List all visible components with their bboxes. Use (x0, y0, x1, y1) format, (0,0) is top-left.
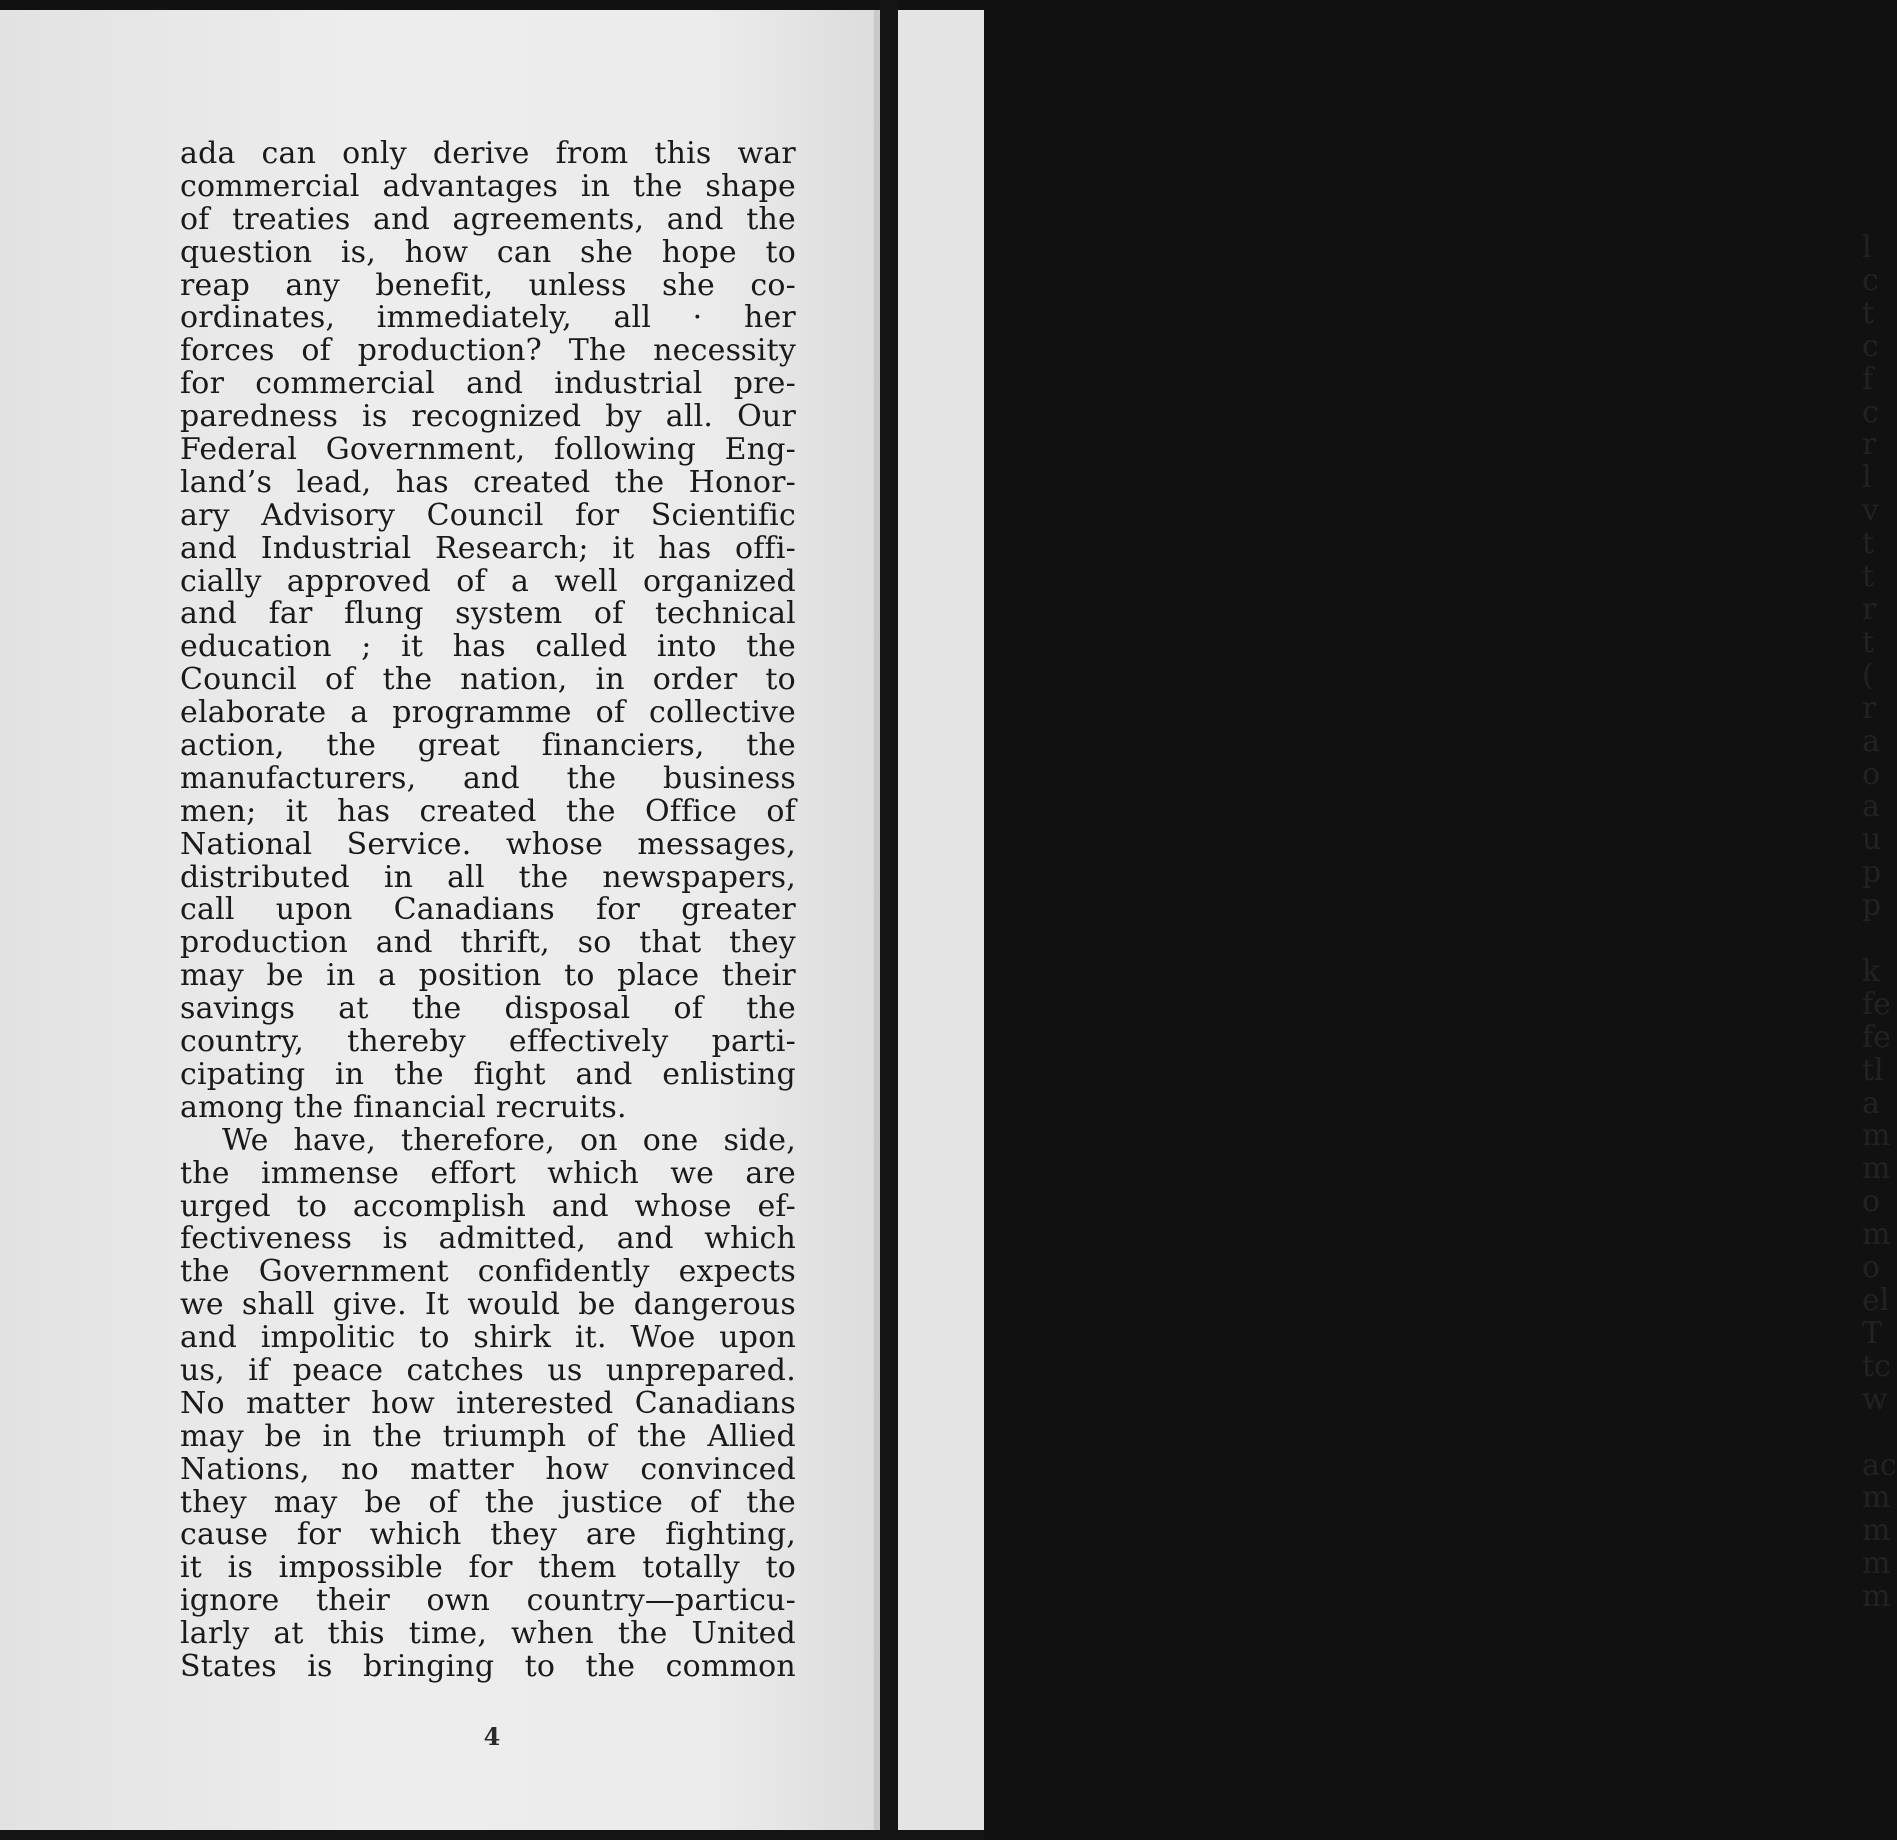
paragraph-1-line: distributed in all the newspapers, (180, 859, 796, 895)
paragraph-1-line: and Industrial Research; it has offi- (180, 530, 796, 566)
text-column (180, 138, 796, 1684)
paragraph-1-line: among the financial recruits. (180, 1089, 627, 1125)
paragraph-2-line: and impolitic to shirk it. Woe upon (180, 1320, 796, 1356)
paragraph-1-line: National Service. whose messages, (180, 826, 796, 862)
paragraph-2-line: No matter how interested Canadians (180, 1385, 796, 1421)
paragraph-1-line: question is, how can she hope to (180, 234, 796, 270)
paragraph-1-line: paredness is recognized by all. Our (180, 399, 796, 435)
paragraph-1-line: land’s lead, has created the Honor- (180, 464, 796, 500)
paragraph-2-line: States is bringing to the common (180, 1648, 796, 1684)
paragraph-1-line: manufacturers, and the business (180, 760, 796, 796)
paragraph-1-line: ada can only derive from this war (180, 136, 796, 171)
paragraph-1-line: cipating in the fight and enlisting (180, 1056, 796, 1092)
adjacent-page-text-fragments: l c t c f c r l v t t r t ( r a o a u p p k fe fe tl a m m o m o el T tc w ac m m m m (1862, 230, 1897, 1615)
paragraph-1-line: men; it has created the Office of (180, 793, 796, 829)
paragraph-2-line: larly at this time, when the United (180, 1616, 796, 1652)
page-number: 4 (483, 1722, 501, 1751)
paragraph-1-line: forces of production? The necessity (180, 333, 796, 369)
paragraph-1-line: call upon Canadians for greater (180, 892, 796, 928)
paragraph-1-line: reap any benefit, unless she co- (180, 267, 796, 303)
paragraph-1-line: commercial advantages in the shape (180, 168, 796, 204)
paragraph-1-line: elaborate a programme of collective (180, 695, 796, 731)
paragraph-1-line: may be in a position to place their (180, 958, 796, 994)
paragraph-1-line: savings at the disposal of the (180, 991, 796, 1027)
paragraph-2-line: they may be of the justice of the (180, 1484, 796, 1520)
paragraph-2-line: us, if peace catches us unprepared. (180, 1352, 796, 1388)
paragraph-2-line: ignore their own country—particu- (180, 1583, 796, 1619)
book-gutter (880, 0, 898, 1840)
paragraph-2-line: the immense effort which we are (180, 1155, 796, 1191)
scan-border (0, 1830, 984, 1840)
paragraph-1-line: country, thereby effectively parti- (180, 1024, 796, 1060)
paragraph-2-line: Nations, no matter how convinced (180, 1451, 796, 1487)
paragraph-2-line: cause for which they are fighting, (180, 1517, 796, 1553)
paragraph-2-line: we shall give. It would be dangerous (180, 1287, 796, 1323)
adjacent-page (898, 10, 1897, 1830)
paragraph-1-line: Federal Government, following Eng- (180, 432, 796, 468)
paragraph-1-line: education ; it has called into the (180, 629, 796, 665)
paragraph-2-line: the Government confidently expects (180, 1254, 796, 1290)
paragraph-1-line: of treaties and agreements, and the (180, 201, 796, 237)
paragraph-1-line: ordinates, immediately, all · her (180, 300, 796, 336)
paragraph-1-line: cially approved of a well organized (180, 563, 796, 599)
paragraph-1-line: for commercial and industrial pre- (180, 366, 796, 402)
paragraph-2-line: may be in the triumph of the Allied (180, 1418, 796, 1454)
paragraph-1-line: Council of the nation, in order to (180, 662, 796, 698)
paragraph-2-line: urged to accomplish and whose ef- (180, 1188, 796, 1224)
paragraph-2-line: We have, therefore, on one side, (222, 1122, 796, 1158)
paragraph-2-line: fectiveness is admitted, and which (180, 1221, 796, 1257)
left-page (0, 10, 880, 1830)
paragraph-1-line: action, the great financiers, the (180, 728, 796, 764)
paragraph-2-line: it is impossible for them totally to (180, 1550, 796, 1586)
paragraph-1-line: and far flung system of technical (180, 596, 796, 632)
paragraph-1-line: ary Advisory Council for Scientific (180, 497, 796, 533)
paragraph-1-line: production and thrift, so that they (180, 925, 796, 961)
